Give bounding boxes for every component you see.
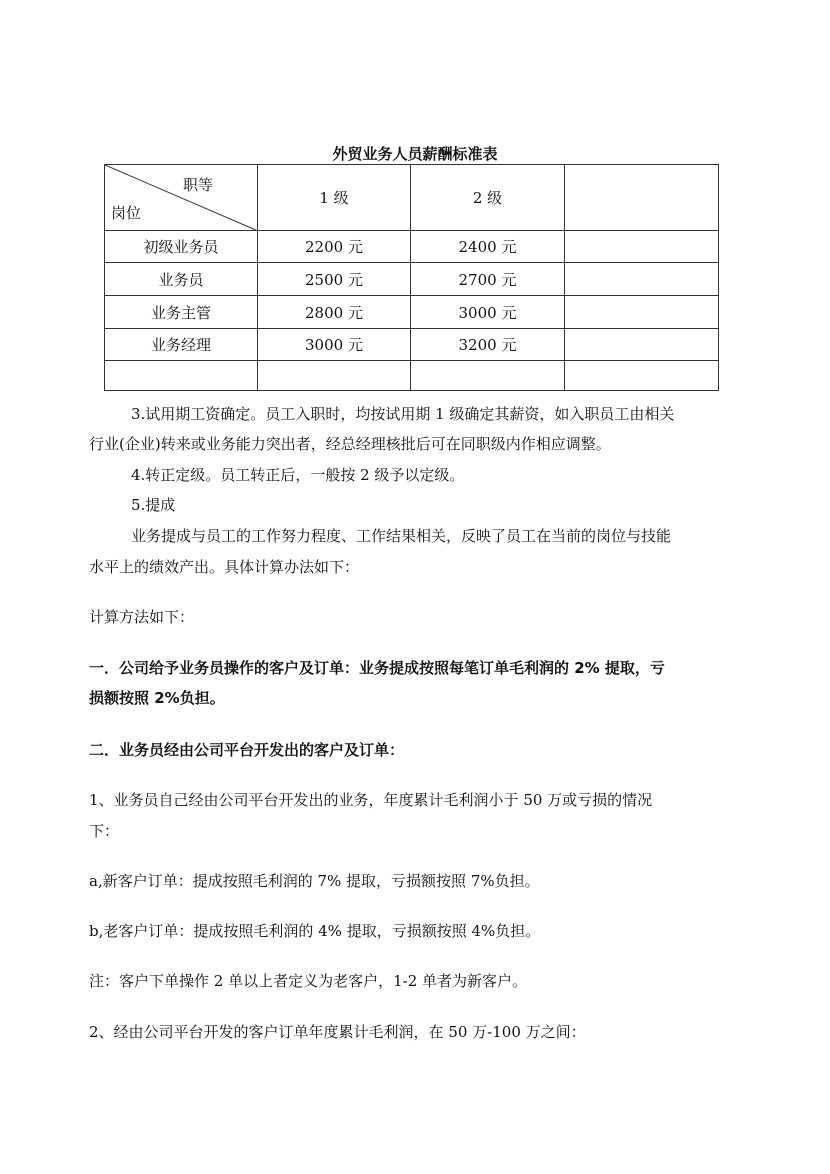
cell-level1: 2500 元: [258, 263, 411, 296]
section-one-heading-cont: 损额按照 2%负担。: [89, 689, 225, 707]
item-two: 2、经由公司平台开发的客户订单年度累计毛利润，在 50 万-100 万之间：: [89, 1023, 586, 1041]
corner-label-position: 岗位: [111, 204, 142, 222]
paragraph-commission-intro-cont: 水平上的绩效产出。具体计算办法如下：: [89, 558, 360, 576]
table-row: [105, 329, 719, 361]
table-row: [105, 361, 719, 391]
cell-extra: [565, 263, 719, 296]
cell-level1: 2200 元: [258, 231, 411, 263]
section-two-heading: 二．业务员经由公司平台开发出的客户及订单：: [89, 741, 405, 759]
table-row: [105, 263, 719, 296]
item-one-cont: 下：: [89, 822, 120, 840]
cell-extra: [565, 361, 719, 391]
note-customer-definition: 注：客户下单操作 2 单以上者定义为老客户，1-2 单者为新客户。: [89, 972, 528, 990]
cell-extra: [565, 296, 719, 329]
cell-level2: 2700 元: [411, 263, 565, 296]
section-one-heading: 一．公司给予业务员操作的客户及订单：业务提成按照每笔订单毛利润的 2% 提取，亏: [89, 659, 665, 677]
cell-level2: 3200 元: [411, 329, 565, 361]
table-row: [105, 231, 719, 263]
cell-level1: [258, 361, 411, 391]
cell-position: 初级业务员: [105, 231, 258, 263]
item-new-customer: a,新客户订单：提成按照毛利润的 7% 提取，亏损额按照 7%负担。: [89, 872, 540, 890]
cell-level2: 2400 元: [411, 231, 565, 263]
cell-extra: [565, 231, 719, 263]
table-row: [105, 296, 719, 329]
cell-level1: 2800 元: [258, 296, 411, 329]
cell-level1: 3000 元: [258, 329, 411, 361]
cell-position: 业务员: [105, 263, 258, 296]
cell-position: 业务经理: [105, 329, 258, 361]
paragraph-probation-salary: 3.试用期工资确定。员工入职时，均按试用期 1 级确定其薪资，如入职员工由相关: [131, 405, 675, 423]
table-header-row: [105, 165, 719, 231]
cell-position: 业务主管: [105, 296, 258, 329]
cell-level2: 3000 元: [411, 296, 565, 329]
table-title: 外贸业务人员薪酬标准表: [332, 145, 498, 163]
item-old-customer: b,老客户订单：提成按照毛利润的 4% 提取，亏损额按照 4%负担。: [89, 922, 541, 940]
paragraph-confirmation-grade: 4.转正定级。员工转正后，一般按 2 级予以定级。: [131, 466, 465, 484]
corner-label-grade: 职等: [182, 176, 213, 194]
cell-position: [105, 361, 258, 391]
cell-extra: [565, 329, 719, 361]
paragraph-calc-method: 计算方法如下：: [89, 608, 195, 626]
cell-level2: [411, 361, 565, 391]
item-one: 1、业务员自己经由公司平台开发出的业务，年度累计毛利润小于 50 万或亏损的情况: [89, 791, 653, 809]
corner-header-cell: [105, 165, 258, 231]
paragraph-commission-heading: 5.提成: [131, 496, 176, 514]
salary-table: [104, 164, 719, 391]
header-level-2: 2 级: [411, 165, 565, 231]
header-empty: [565, 165, 719, 231]
paragraph-probation-salary-cont: 行业(企业)转来或业务能力突出者，经总经理核批后可在同职级内作相应调整。: [89, 435, 611, 453]
paragraph-commission-intro: 业务提成与员工的工作努力程度、工作结果相关，反映了员工在当前的岗位与技能: [131, 527, 672, 545]
header-level-1: 1 级: [258, 165, 411, 231]
